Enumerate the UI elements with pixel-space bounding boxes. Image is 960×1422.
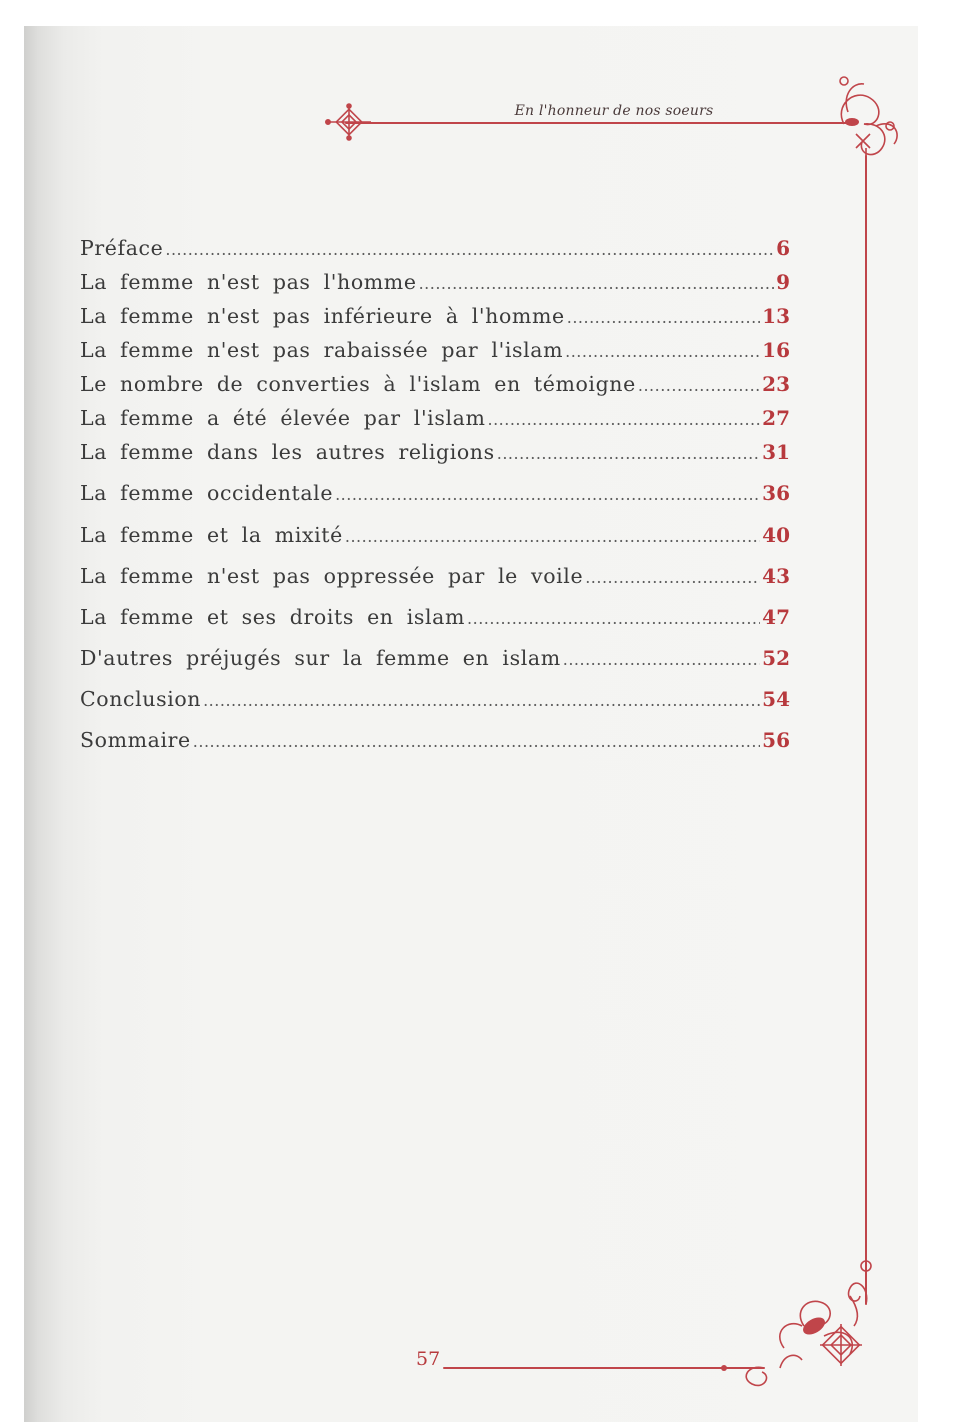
toc-entry — [80, 338, 790, 368]
toc-entry-title: Préface — [80, 236, 164, 260]
toc-entry — [80, 523, 790, 553]
toc-entry — [80, 270, 790, 300]
toc-entry — [80, 687, 790, 717]
toc-entry-title: Conclusion — [80, 687, 202, 711]
toc-entry-title: La femme n'est pas l'homme — [80, 270, 417, 294]
toc-entry-page: 47 — [762, 605, 790, 629]
toc-entry-page: 16 — [762, 338, 790, 362]
toc-entry-title: D'autres préjugés sur la femme en islam — [80, 646, 561, 670]
toc-entry — [80, 406, 790, 436]
toc-entry — [80, 728, 790, 758]
page-number: 57 — [416, 1348, 441, 1370]
toc-dot-leader — [565, 342, 760, 361]
toc-dot-leader — [497, 444, 760, 463]
toc-entry — [80, 440, 790, 470]
toc-dot-leader — [467, 609, 760, 628]
toc-entry-page: 13 — [762, 304, 790, 328]
toc-dot-leader — [585, 568, 760, 587]
toc-entry — [80, 564, 790, 594]
toc-entry — [80, 304, 790, 334]
toc-entry-page: 31 — [762, 440, 790, 464]
toc-entry-page: 54 — [762, 687, 790, 711]
toc-dot-leader — [335, 485, 760, 504]
toc-dot-leader — [638, 376, 760, 395]
toc-entry-page: 9 — [776, 270, 790, 294]
toc-entry — [80, 646, 790, 676]
toc-dot-leader — [203, 691, 760, 710]
toc-entry-page: 52 — [762, 646, 790, 670]
toc-entry — [80, 481, 790, 511]
toc-entry-title: La femme et la mixité — [80, 523, 343, 547]
toc-entry-title: Le nombre de converties à l'islam en témoigne — [80, 372, 636, 396]
toc-dot-leader — [487, 410, 760, 429]
top-right-corner-ornament-icon — [840, 77, 897, 160]
toc-entry-title: La femme n'est pas rabaissée par l'islam — [80, 338, 564, 362]
toc-entry-page: 43 — [762, 564, 790, 588]
toc-entry-title: La femme occidentale — [80, 481, 334, 505]
left-knot-ornament-icon — [326, 104, 371, 140]
toc-dot-leader — [345, 527, 760, 546]
toc-entry-page: 27 — [762, 406, 790, 430]
toc-entry-title: La femme dans les autres religions — [80, 440, 495, 464]
toc-dot-leader — [165, 240, 774, 259]
bottom-right-corner-ornament-icon — [721, 1261, 871, 1385]
toc-entry-page: 56 — [762, 728, 790, 752]
toc-entry-page: 23 — [762, 372, 790, 396]
book-page — [24, 26, 918, 1422]
toc-entry-title: La femme n'est pas oppressée par le voile — [80, 564, 584, 588]
toc-dot-leader — [193, 732, 760, 751]
toc-entry — [80, 372, 790, 402]
running-header-title: En l'honneur de nos soeurs — [514, 103, 714, 119]
toc-entry-page: 40 — [762, 523, 790, 547]
toc-dot-leader — [567, 308, 760, 327]
toc-entry-title: La femme n'est pas inférieure à l'homme — [80, 304, 565, 328]
toc-entry-title: Sommaire — [80, 728, 191, 752]
toc-dot-leader — [563, 650, 760, 669]
toc-entry-title: La femme et ses droits en islam — [80, 605, 466, 629]
toc-dot-leader — [419, 274, 775, 293]
toc-entry-title: La femme a été élevée par l'islam — [80, 406, 486, 430]
toc-entry — [80, 236, 790, 266]
toc-entry — [80, 605, 790, 635]
toc-entry-page: 6 — [776, 236, 790, 260]
toc-entry-page: 36 — [762, 481, 790, 505]
